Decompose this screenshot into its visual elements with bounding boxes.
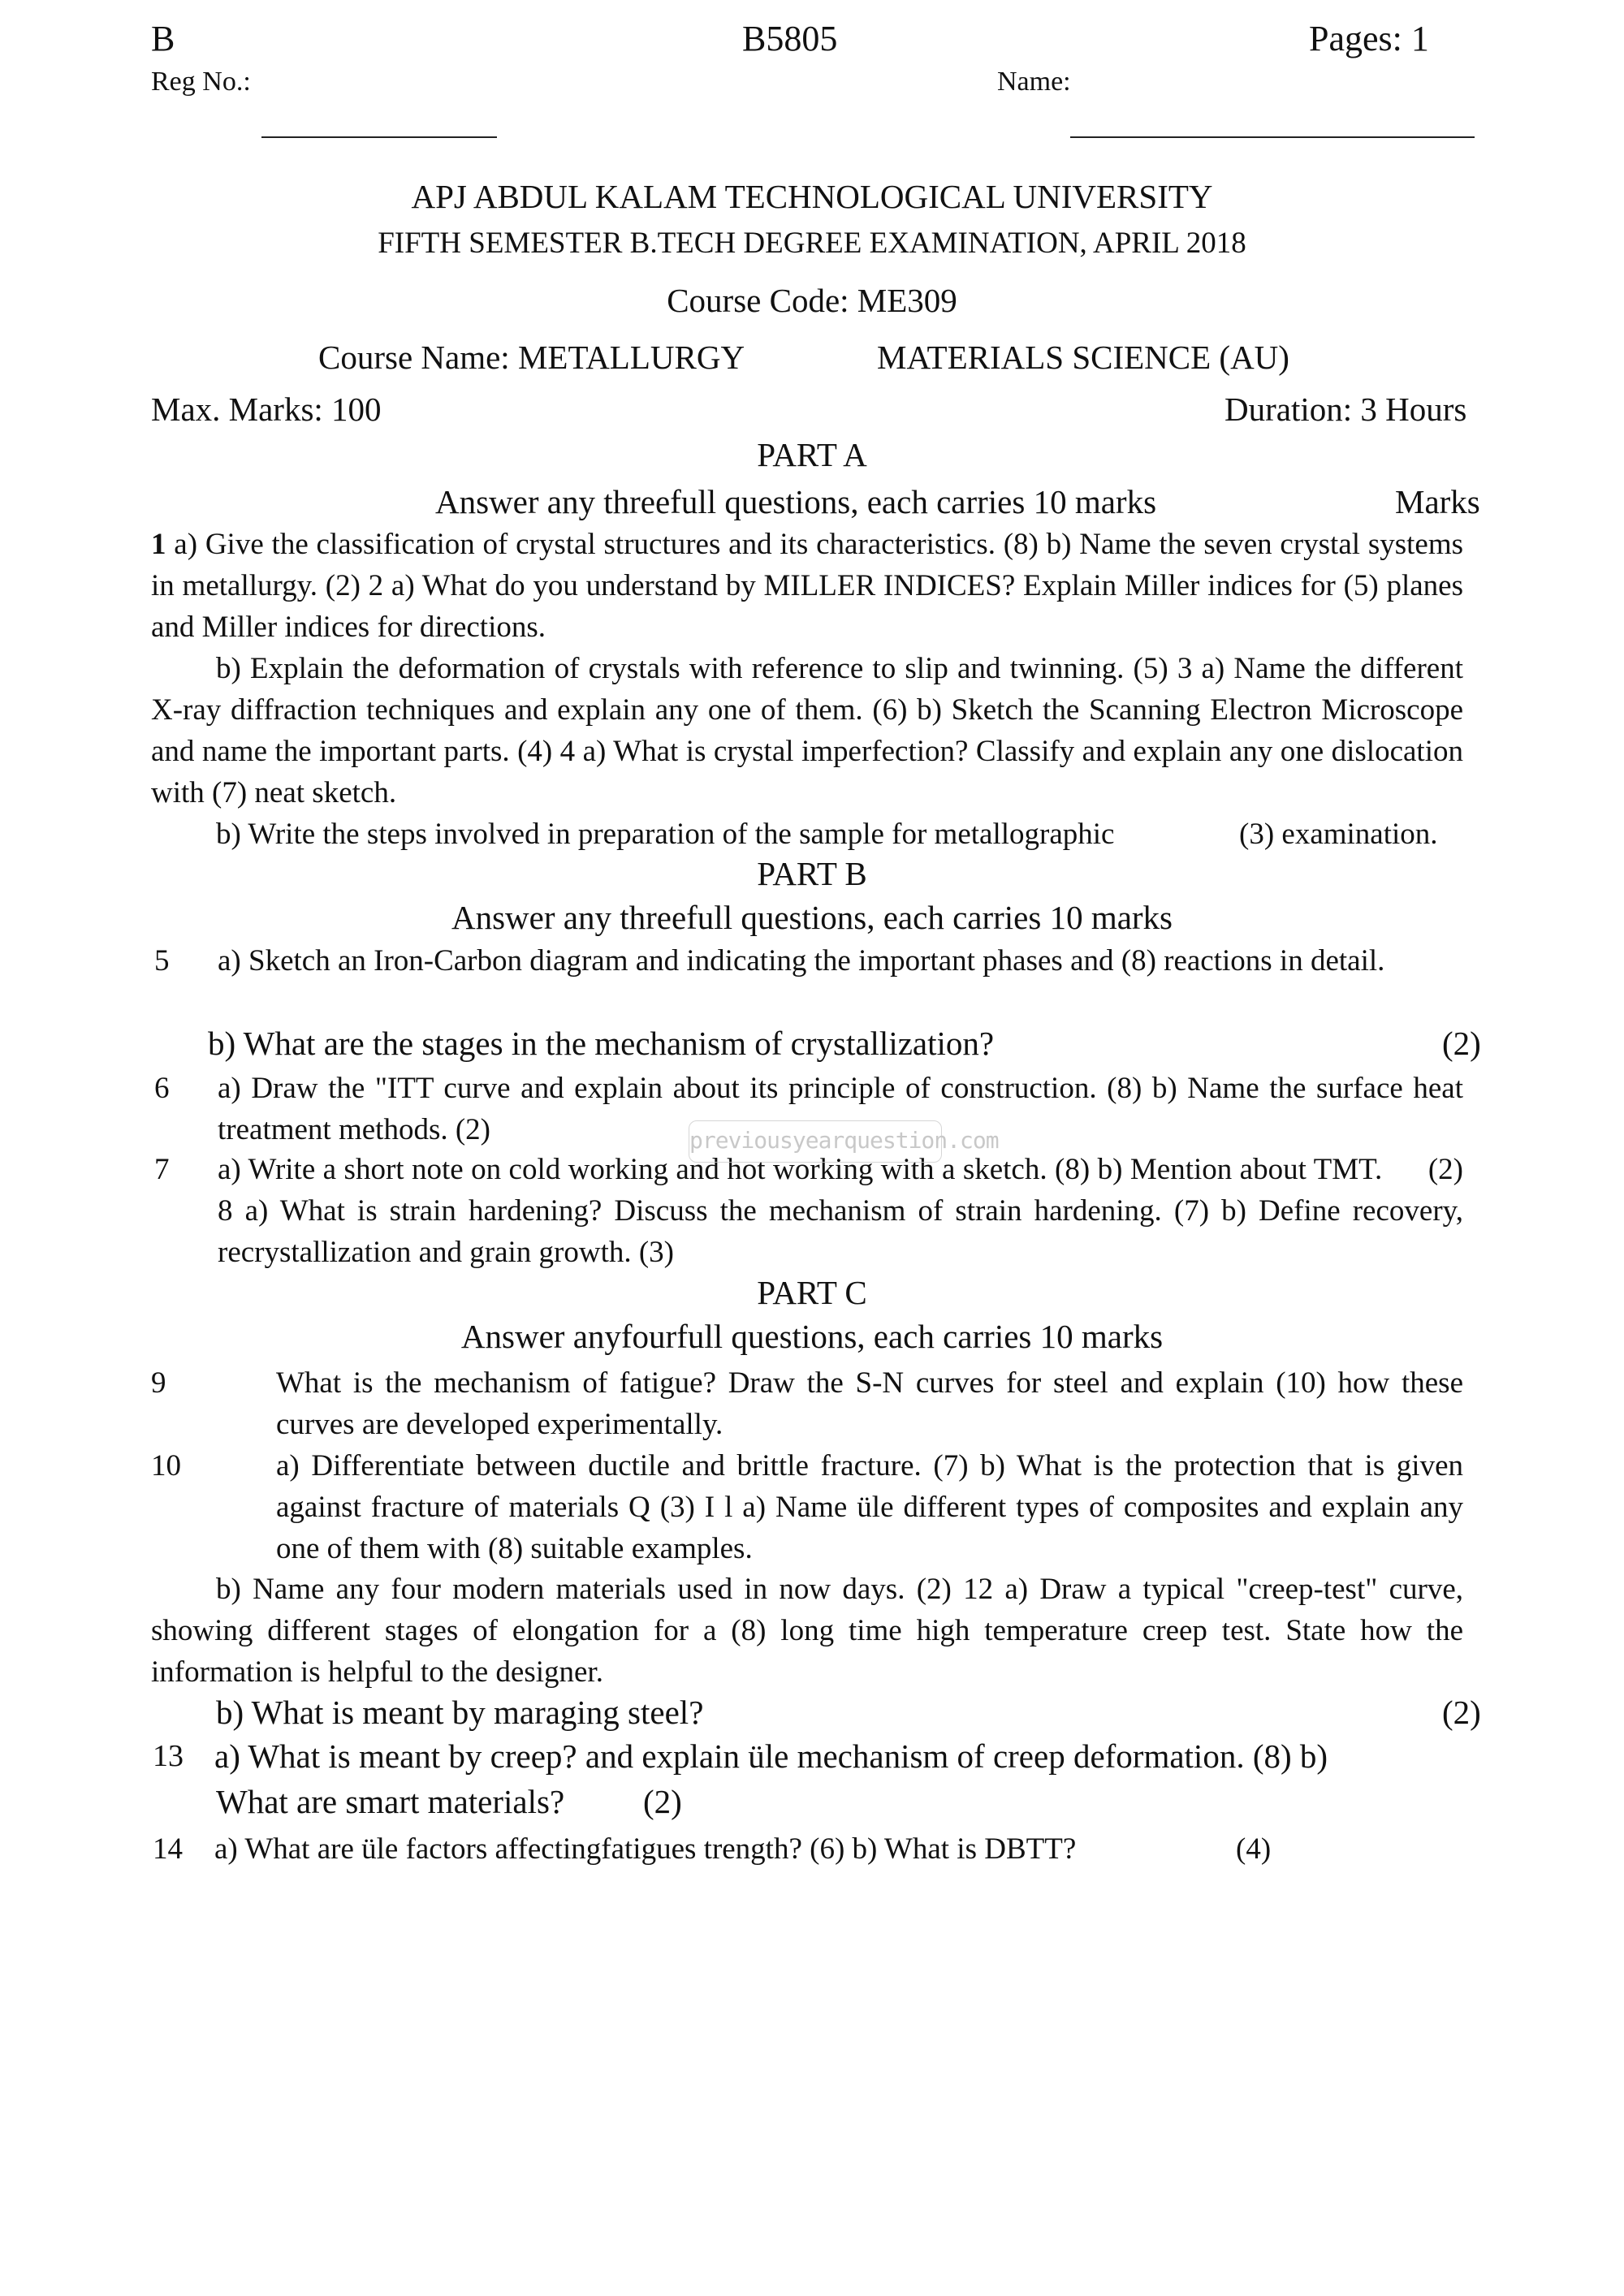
duration: Duration: 3 Hours (1224, 391, 1467, 428)
question-9-text: What is the mechanism of fatigue? Draw the S-N curves for steel and explain (10) how these curves are developed experimentally. (276, 1366, 1463, 1441)
question-5-text: a) Sketch an Iron-Carbon diagram and indicating the important phases and (8) reactions in detail. (218, 944, 1385, 978)
part-b-heading: PART B (757, 855, 867, 892)
university-title: APJ ABDUL KALAM TECHNOLOGICAL UNIVERSITY (411, 178, 1213, 215)
part-c-instruction: Answer anyfourfull questions, each carries 10 marks (460, 1318, 1164, 1355)
course-name: Course Name: METALLURGY (318, 339, 745, 376)
question-14-text: a) What are üle factors affectingfatigues trength? (6) b) What is DBTT? (214, 1832, 1077, 1866)
question-14-marks: (4) (1236, 1832, 1272, 1866)
part-b-instruction: Answer any threefull questions, each carries 10 marks (451, 899, 1173, 936)
part-a-paragraph-2: b) Explain the deformation of crystals with reference to slip and twinning. (5) 3 a) Name the different X-ray diffraction techniques and explain any one of them. (6) b) Sketch the Scanning Electron Microscope and name the important parts. (4) 4 a) What is crystal imperfection? Classify and explain any one dislocation with (7) neat sketch. (151, 652, 1463, 809)
max-marks: Max. Marks: 100 (151, 391, 382, 428)
name-label: Name: (997, 67, 1071, 97)
part-a-paragraph-3-marks: (3) examination. (1239, 818, 1438, 851)
question-5b-marks: (2) (1442, 1025, 1481, 1062)
set-label: B (151, 19, 175, 58)
question-6-number: 6 (154, 1072, 170, 1105)
question-13b-text: What are smart materials? (216, 1783, 565, 1820)
paper-code: B5805 (742, 19, 838, 58)
exam-title: FIFTH SEMESTER B.TECH DEGREE EXAMINATION, APRIL 2018 (378, 227, 1246, 260)
course-name-continued: MATERIALS SCIENCE (AU) (877, 339, 1289, 376)
name-underline (1070, 136, 1475, 138)
question-11b-paragraph: b) Name any four modern materials used in now days. (2) 12 a) Draw a typical "creep-test" curve, showing different stages of elongation for a (8) long time high temperature creep test. State how the information is helpful to the designer. (151, 1573, 1463, 1689)
pages-count: Pages: 1 (1309, 19, 1429, 58)
part-a-paragraph-3: b) Write the steps involved in preparation of the sample for metallographic (216, 818, 1115, 851)
part-c-heading: PART C (757, 1274, 867, 1311)
question-13-number: 13 (153, 1739, 184, 1773)
reg-no-underline (261, 136, 497, 138)
watermark-logo: previousyearquestion.com (689, 1120, 942, 1163)
question-12b-text: b) What is meant by maraging steel? (216, 1694, 704, 1731)
question-5-number: 5 (154, 944, 170, 978)
question-text: a) Give the classification of crystal structures and its characteristics. (8) b) Name the seven crystal systems in metallurgy. (2) 2 a) What do you understand by MILLER INDICES? Explain Miller indices for (5) planes and Miller indices for directions. (151, 528, 1464, 644)
reg-no-label: Reg No.: (151, 67, 251, 97)
question-9-number: 9 (151, 1366, 166, 1400)
question-14-number: 14 (153, 1832, 183, 1866)
question-13-text: a) What is meant by creep? and explain üle mechanism of creep deformation. (8) b) (214, 1737, 1328, 1775)
marks-column-label: Marks (1395, 483, 1480, 520)
question-7-number: 7 (154, 1153, 170, 1186)
question-6-text: a) Draw the "ITT curve and explain about its principle of construction. (8) b) Name the surface heat treatment methods. (2) (218, 1072, 1463, 1146)
question-5b-text: b) What are the stages in the mechanism of crystallization? (208, 1025, 995, 1062)
part-a-instruction: Answer any threefull questions, each carries 10 marks (435, 483, 1157, 520)
question-number: 1 (151, 528, 166, 561)
question-10-number: 10 (151, 1449, 181, 1482)
question-7-text: a) Write a short note on cold working and hot working with a sketch. (8) b) Mention about TMT. (2) 8 a) What is strain hardening? Discuss the mechanism of strain hardening. (7) b) Define recovery, recrystallization and grain growth. (3) (218, 1153, 1471, 1269)
part-a-heading: PART A (757, 436, 867, 473)
part-a-paragraph-1 (151, 524, 1463, 648)
question-12b-marks: (2) (1442, 1694, 1481, 1731)
question-10-text: a) Differentiate between ductile and brittle fracture. (7) b) What is the protection that is given against fracture of materials Q (3) I l a) Name üle different types of composites and explain any one of them with (8) suitable examples. (276, 1449, 1463, 1565)
course-code: Course Code: ME309 (667, 282, 957, 319)
question-13b-marks: (2) (643, 1783, 682, 1820)
